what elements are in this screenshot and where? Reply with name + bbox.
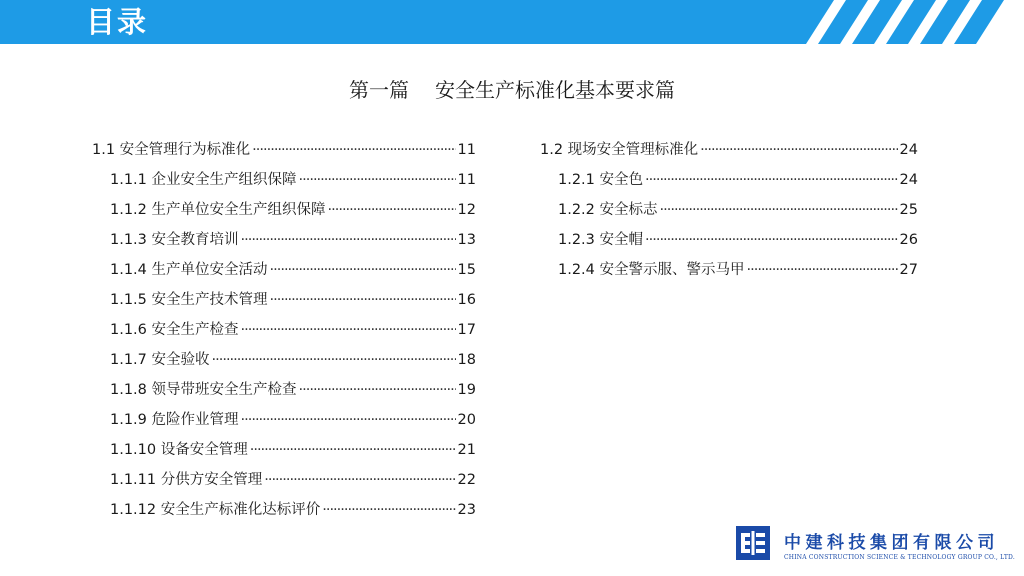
toc-entry-label: 1.2 现场安全管理标准化 [540, 142, 699, 158]
toc-leader-dots [264, 468, 455, 492]
toc-entry-label: 1.1.7 安全验收 [110, 352, 210, 368]
toc-entry[interactable] [92, 498, 476, 528]
toc-leader-dots [241, 318, 456, 342]
toc-page-number: 18 [457, 352, 476, 368]
toc-page-number: 23 [457, 502, 476, 518]
toc-entry[interactable] [92, 348, 476, 378]
toc-page-number: 11 [457, 142, 476, 158]
toc-entry-label: 1.2.4 安全警示服、警示马甲 [558, 262, 745, 278]
company-logo [736, 526, 1015, 570]
toc-entry[interactable] [540, 138, 918, 168]
toc-page-number: 15 [457, 262, 476, 278]
toc-entry[interactable] [540, 228, 918, 258]
toc-page-number: 24 [899, 172, 918, 188]
toc-entry-label: 1.1.11 分供方安全管理 [110, 472, 263, 488]
toc-leader-dots [241, 228, 456, 252]
company-name-cn: 中建科技集团有限公司 [784, 533, 999, 553]
part-label: 第一篇 [349, 78, 409, 102]
toc-entry[interactable] [92, 258, 476, 288]
toc-entry[interactable] [92, 438, 476, 468]
toc-leader-dots [299, 168, 456, 192]
toc-leader-dots [212, 348, 456, 372]
toc-leader-dots [241, 408, 456, 432]
toc-page-number: 26 [899, 232, 918, 248]
toc-entry[interactable] [92, 168, 476, 198]
toc-entry[interactable] [540, 198, 918, 228]
toc-entry[interactable] [92, 468, 476, 498]
company-logo-icon [736, 526, 770, 560]
toc-page-number: 27 [899, 262, 918, 278]
toc-entry[interactable] [92, 378, 476, 408]
toc-entry-label: 1.1.2 生产单位安全生产组织保障 [110, 202, 326, 218]
toc-entry-label: 1.1.8 领导带班安全生产检查 [110, 382, 297, 398]
toc-entry-label: 1.1.3 安全教育培训 [110, 232, 239, 248]
toc-entry-label: 1.1.10 设备安全管理 [110, 442, 248, 458]
toc-page-number: 24 [899, 142, 918, 158]
toc-entry-label: 1.2.2 安全标志 [558, 202, 658, 218]
toc-entry-label: 1.2.3 安全帽 [558, 232, 644, 248]
toc-entry-label: 1.1.12 安全生产标准化达标评价 [110, 502, 321, 518]
toc-leader-dots [270, 288, 456, 312]
toc-page-number: 11 [457, 172, 476, 188]
toc-leader-dots [645, 228, 898, 252]
toc-entry[interactable] [92, 318, 476, 348]
toc-entry-label: 1.1.1 企业安全生产组织保障 [110, 172, 297, 188]
banner-background [0, 0, 1024, 44]
toc-leader-dots [252, 138, 455, 162]
toc-page-number: 12 [457, 202, 476, 218]
toc-page-number: 16 [457, 292, 476, 308]
toc-entry-label: 1.1.9 危险作业管理 [110, 412, 239, 428]
toc-entry[interactable] [540, 168, 918, 198]
toc-entry[interactable] [540, 258, 918, 288]
toc-left-column [92, 138, 476, 528]
part-title: 安全生产标准化基本要求篇 [435, 78, 675, 102]
company-name-en: CHINA CONSTRUCTION SCIENCE & TECHNOLOGY GROUP CO., LTD. [784, 554, 1015, 561]
toc-page-number: 19 [457, 382, 476, 398]
toc-entry[interactable] [92, 228, 476, 258]
toc-entry[interactable] [92, 198, 476, 228]
toc-page-number: 22 [457, 472, 476, 488]
toc-leader-dots [270, 258, 456, 282]
header-banner [0, 0, 1024, 44]
toc-entry[interactable] [92, 138, 476, 168]
toc-leader-dots [645, 168, 898, 192]
toc-page-number: 13 [457, 232, 476, 248]
toc-leader-dots [660, 198, 898, 222]
toc-entry-label: 1.1.5 安全生产技术管理 [110, 292, 268, 308]
toc-entry-label: 1.2.1 安全色 [558, 172, 644, 188]
toc-page-number: 20 [457, 412, 476, 428]
toc-entry-label: 1.1.6 安全生产检查 [110, 322, 239, 338]
section-heading [0, 74, 1024, 103]
toc-page-number: 25 [899, 202, 918, 218]
toc-entry-label: 1.1 安全管理行为标准化 [92, 142, 251, 158]
toc-leader-dots [328, 198, 456, 222]
toc-leader-dots [299, 378, 456, 402]
page-title: 目录 [86, 5, 149, 39]
toc-leader-dots [322, 498, 455, 522]
toc-right-column [540, 138, 918, 288]
toc-entry[interactable] [92, 288, 476, 318]
toc-leader-dots [250, 438, 456, 462]
toc-page-number: 21 [457, 442, 476, 458]
toc-leader-dots [700, 138, 897, 162]
toc-leader-dots [747, 258, 898, 282]
toc-entry[interactable] [92, 408, 476, 438]
toc-entry-label: 1.1.4 生产单位安全活动 [110, 262, 268, 278]
toc-page-number: 17 [457, 322, 476, 338]
